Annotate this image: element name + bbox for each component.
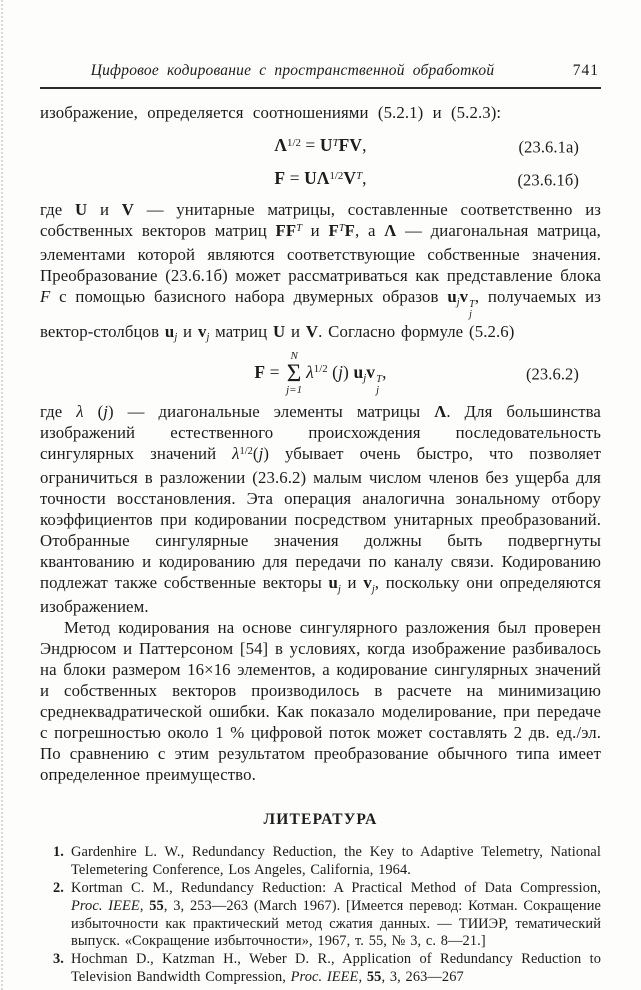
equation-formula: $F = U\Lambda^{1/2}V^T$, bbox=[274, 168, 367, 188]
reference-item bbox=[40, 844, 601, 880]
equation-number: (23.6.2) bbox=[525, 364, 579, 384]
sup-sub-stack: T j bbox=[469, 298, 475, 321]
equation-formula: F = N Σ j=1 $\lambda^{1/2}$ (j) ujv T j , bbox=[254, 349, 387, 397]
reference-number: 1. bbox=[53, 844, 64, 861]
running-header-title: Цифровое кодирование с пространственной обработкой bbox=[90, 62, 495, 79]
header-rule bbox=[40, 87, 601, 89]
references-heading: ЛИТЕРАТУРА bbox=[263, 811, 378, 829]
running-header bbox=[40, 62, 601, 84]
equation-23-6-2 bbox=[40, 351, 601, 397]
reference-number: 3. bbox=[53, 951, 64, 968]
reference-text: Gardenhire L. W., Redundancy Reduction, the Key to Adaptive Telemetry, National Telemetering Conference, Los Angeles, California, 1964. bbox=[71, 844, 601, 879]
page-number: 741 bbox=[572, 62, 599, 79]
paragraph-singular-values: где λ (j) — диагональные элементы матрицы Λ. Для большинства изображений естественного происхождения последовательность сингулярных значений $\lambda^{1/2}(j)$ убывает очень быстро, что позволяет ограничиться в разложении (23.6.2) малым числом членов без ущерба для точности восстановления. Эта операция аналогична зональному отбору коэффициентов при кодировании посредством унитарных преобразований. Отобранные сингулярные значения должны быть подвергнуты квантованию и кодированию для передачи по каналу связи. Кодированию подлежат также собственные векторы uj и vj, поскольку они определяются изображением. bbox=[40, 402, 602, 617]
reference-item bbox=[40, 951, 601, 987]
paragraph-matrices: где U и V — унитарные матрицы, составленные соответственно из собственных векторов матриц $FF^T$ и $F^TF$, а Λ — диагональная матрица, элементами которой являются соответствующие собственные значения. Преобразование (23.6.1б) может рассматриваться как представление блока F с помощью базисного набора двумерных образов ujv T j , получаемых из вектор-столбцов uj и vj матриц U и V. Согласно формуле (5.2.6) bbox=[40, 200, 602, 344]
reference-item bbox=[40, 880, 601, 951]
equation-formula: $\Lambda^{1/2} = U^TFV$, bbox=[274, 135, 367, 155]
reference-text: Kortman C. M., Redundancy Reduction: A Practical Method of Data Compression, Proc. IEEE, 55, 3, 253—263 (March 1967). [Имеется перевод: Котман. Сокращение избыточности как практический метод сжатия данных. — ТИИЭР, тематический выпуск. «Сокращение избыточности», 1967, т. 55, № 3, с. 8—21.] bbox=[71, 880, 601, 950]
summation-sigma: N Σ j=1 bbox=[286, 349, 303, 397]
reference-number: 2. bbox=[53, 880, 64, 897]
scan-edge-artifact bbox=[1, 0, 3, 990]
equation-23-6-1a bbox=[40, 135, 601, 159]
equation-number: (23.6.1а) bbox=[518, 137, 579, 157]
intro-line: изображение, определяется соотношениями (5.2.1) и (5.2.3): bbox=[40, 103, 502, 122]
page-content bbox=[0, 62, 641, 987]
reference-text: Hochman D., Katzman H., Weber D. R., Application of Redundancy Reduction to Television Bandwidth Compression, Proc. IEEE, 55, 3, 263—267 bbox=[71, 951, 601, 986]
sup-sub-stack: T j bbox=[376, 374, 383, 397]
paragraph-coding-method: Метод кодирования на основе сингулярного разложения был проверен Эндрюсом и Паттерсоном [54] в условиях, когда изображение разбивалось на блоки размером 16×16 элементов, а кодирование сингулярных значений и собственных векторов производилось в расчете на минимизацию среднеквадратической ошибки. Как показало моделирование, при передаче с погрешностью около 1 % цифровой поток может составлять 2 дв. ед./эл. По сравнению с этим результатом преобразование обычного типа имеет определенное преимущество. bbox=[40, 618, 601, 785]
equation-23-6-1b bbox=[40, 168, 601, 192]
references-list bbox=[40, 844, 601, 986]
equation-number: (23.6.1б) bbox=[517, 170, 579, 190]
body-text-block bbox=[40, 102, 601, 785]
